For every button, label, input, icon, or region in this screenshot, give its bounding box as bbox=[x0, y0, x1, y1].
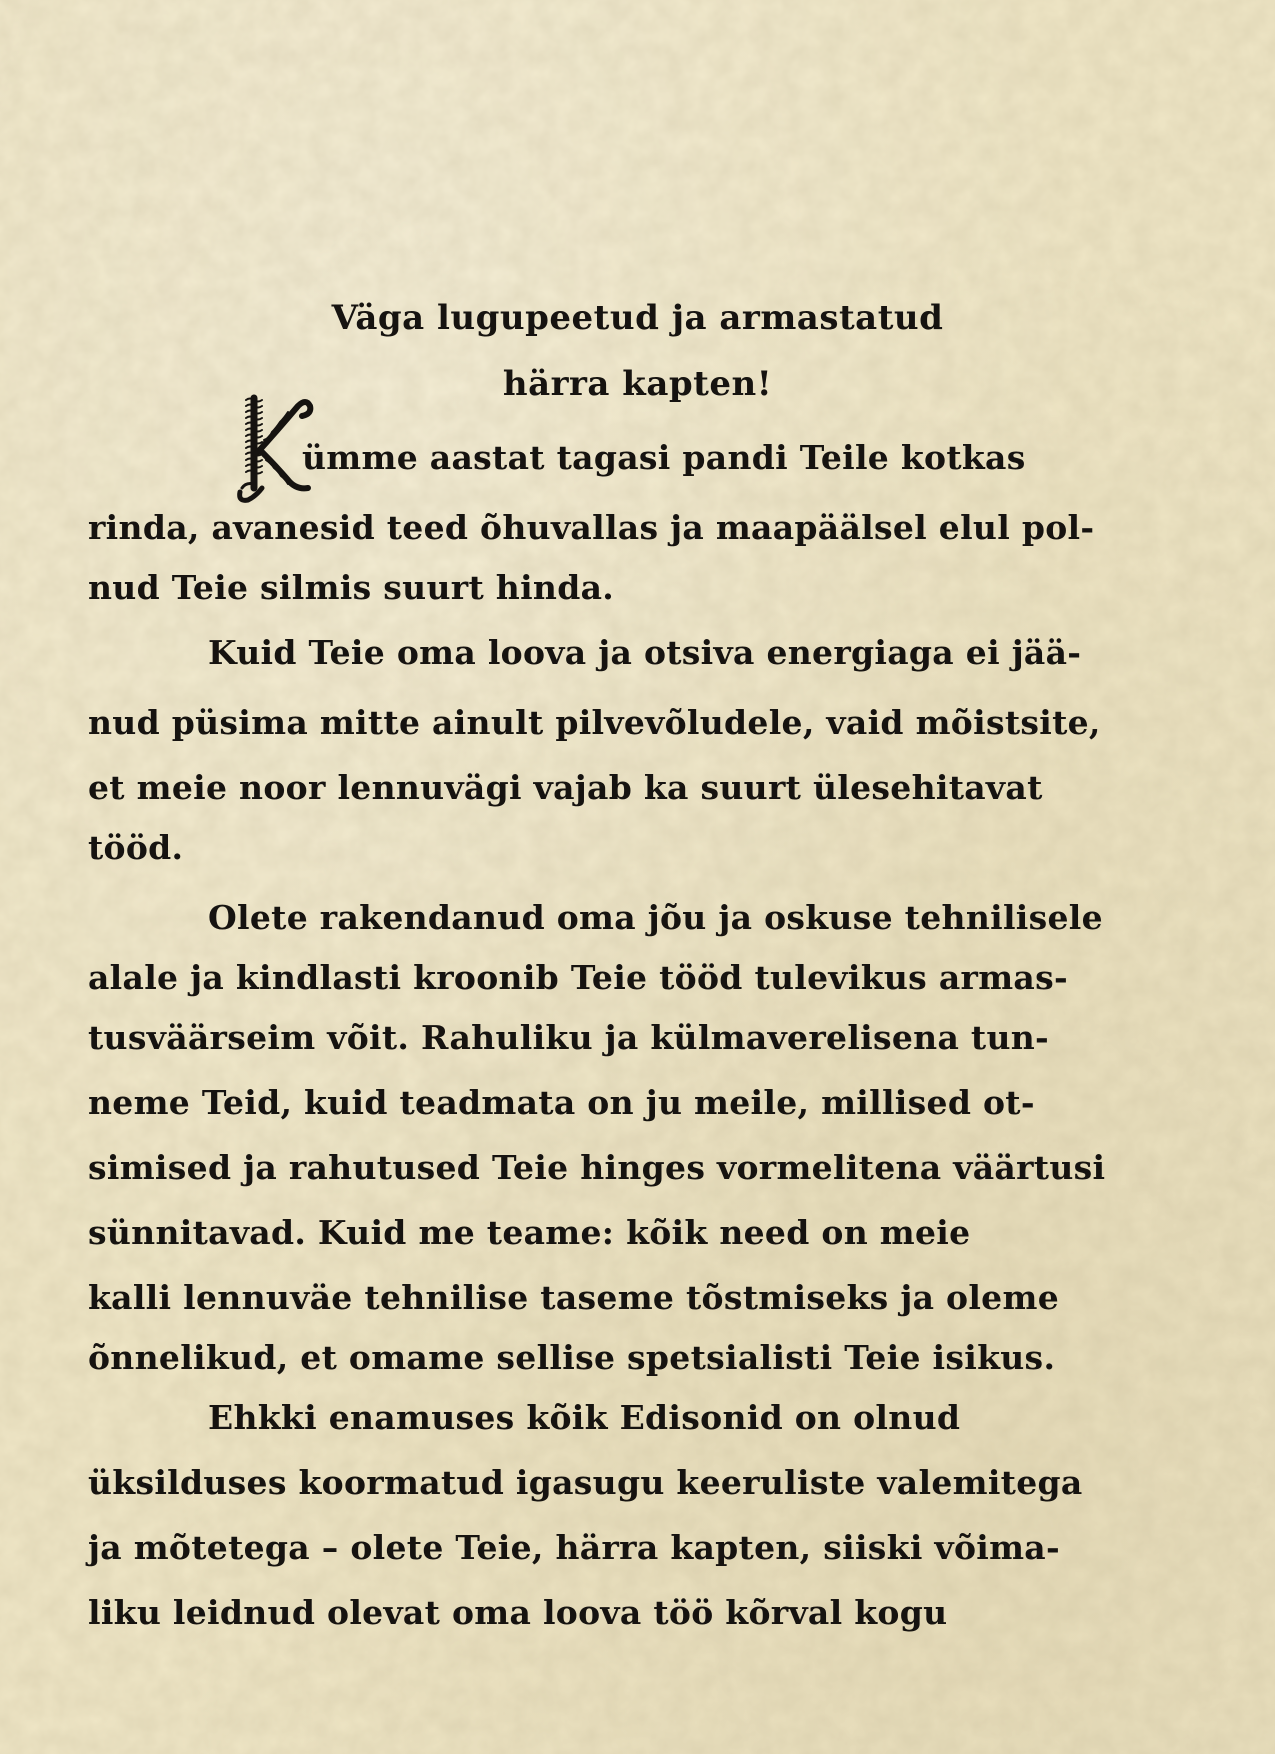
letter-line-7: tööd. bbox=[88, 828, 184, 867]
letter-line-6: et meie noor lennuvägi vajab ka suurt ülesehitavat bbox=[88, 768, 1043, 807]
letter-line-5: nud püsima mitte ainult pilvevõludele, vaid mõistsite, bbox=[88, 703, 1101, 742]
letter-line-12: simised ja rahutused Teie hinges vormelitena väärtusi bbox=[88, 1148, 1106, 1187]
letter-line-14: kalli lennuväe tehnilise taseme tõstmiseks ja oleme bbox=[88, 1278, 1059, 1317]
letter-line-1: ümme aastat tagasi pandi Teile kotkas bbox=[302, 438, 1026, 477]
letter-line-19: liku leidnud olevat oma loova töö kõrval kogu bbox=[88, 1593, 948, 1632]
salutation-line-1: Väga lugupeetud ja armastatud bbox=[331, 298, 944, 338]
letter-line-11: neme Teid, kuid teadmata on ju meile, millised ot- bbox=[88, 1083, 1035, 1122]
letter-line-8: Olete rakendanud oma jõu ja oskuse tehnilisele bbox=[208, 898, 1103, 937]
letter-line-3: nud Teie silmis suurt hinda. bbox=[88, 568, 615, 607]
letter-line-10: tusväärseim võit. Rahuliku ja külmaverelisena tun- bbox=[88, 1018, 1050, 1057]
letter-line-18: ja mõtetega – olete Teie, härra kapten, siiski võima- bbox=[88, 1528, 1060, 1567]
letter-line-15: õnnelikud, et omame sellise spetsialisti Teie isikus. bbox=[88, 1338, 1056, 1377]
letter-line-4: Kuid Teie oma loova ja otsiva energiaga ei jää- bbox=[208, 633, 1082, 672]
salutation-line-2: härra kapten! bbox=[502, 364, 773, 404]
letter-line-16: Ehkki enamuses kõik Edisonid on olnud bbox=[208, 1398, 961, 1437]
letter-line-2: rinda, avanesid teed õhuvallas ja maapäälsel elul pol- bbox=[88, 508, 1095, 547]
letter-line-17: üksilduses koormatud igasugu keeruliste valemitega bbox=[88, 1463, 1083, 1502]
letter-line-9: alale ja kindlasti kroonib Teie tööd tulevikus armas- bbox=[88, 958, 1068, 997]
letter-line-13: sünnitavad. Kuid me teame: kõik need on meie bbox=[88, 1213, 971, 1252]
